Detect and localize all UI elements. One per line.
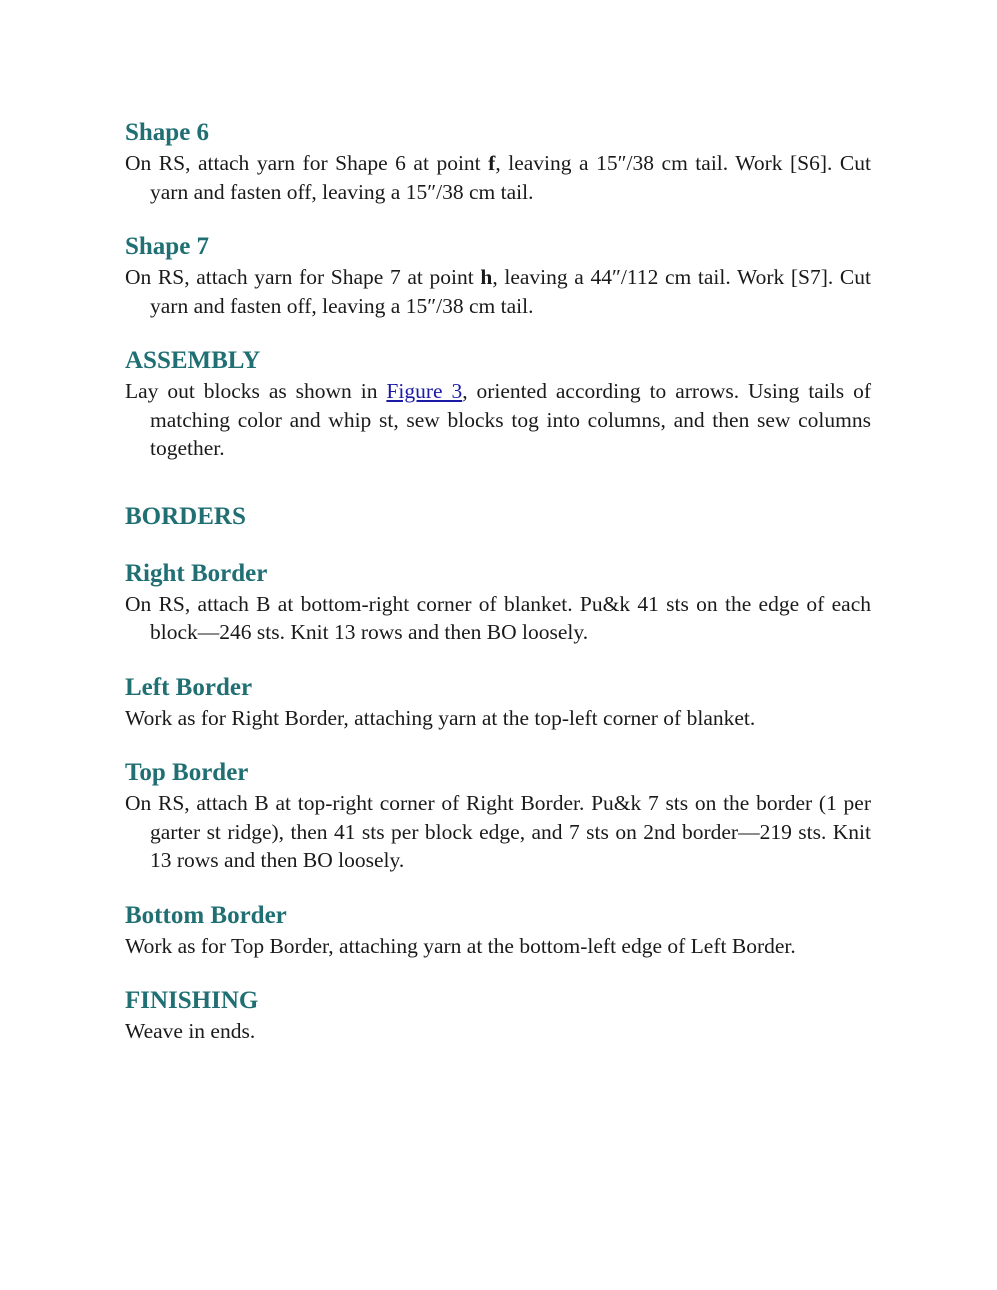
right-border-heading: Right Border (125, 559, 268, 587)
bottom-border-paragraph: Work as for Top Border, attaching yarn at the bottom-left edge of Left Border. (125, 933, 796, 958)
figure-3-link[interactable]: Figure 3 (386, 379, 463, 403)
shape-6-paragraph (125, 149, 871, 206)
assembly-paragraph (125, 377, 871, 463)
shape-7-text-start: On RS, attach yarn for Shape 7 at point (125, 265, 481, 289)
left-border-paragraph: Work as for Right Border, attaching yarn at the top-left corner of blanket. (125, 705, 756, 730)
left-border-heading: Left Border (125, 673, 253, 701)
assembly-heading: ASSEMBLY (125, 347, 261, 374)
shape-6-text-start: On RS, attach yarn for Shape 6 at point (125, 151, 489, 175)
assembly-text-end: , oriented according to arrows. Using tails of matching color and whip st, sew blocks tog into columns, and then sew columns together. (150, 379, 871, 460)
document-page (125, 117, 871, 1046)
shape-7-point: h (480, 265, 493, 289)
assembly-text-start: Lay out blocks as shown in (125, 379, 387, 403)
top-border-paragraph: On RS, attach B at top-right corner of Right Border. Pu&k 7 sts on the border (1 per garter st ridge), then 41 sts per block edge, and 7 sts on 2nd border—219 sts. Knit 13 rows and then BO loosely. (125, 791, 871, 872)
shape-7-text-end: , leaving a 44″/112 cm tail. Work [S7]. Cut yarn and fasten off, leaving a 15″/38 cm tail. (150, 265, 871, 318)
bottom-border-heading: Bottom Border (125, 901, 287, 929)
right-border-paragraph: On RS, attach B at bottom-right corner of blanket. Pu&k 41 sts on the edge of each block—246 sts. Knit 13 rows and then BO loosely. (125, 591, 871, 644)
finishing-heading: FINISHING (125, 987, 259, 1014)
shape-7-paragraph (125, 263, 871, 320)
top-border-heading: Top Border (125, 759, 249, 786)
shape-6-point: f (488, 151, 496, 175)
finishing-paragraph: Weave in ends. (125, 1019, 256, 1043)
borders-heading: BORDERS (125, 502, 246, 530)
shape-6-heading: Shape 6 (125, 119, 210, 146)
shape-6-text-end: , leaving a 15″/38 cm tail. Work [S6]. Cut yarn and fasten off, leaving a 15″/38 cm tail. (150, 151, 871, 204)
shape-7-heading: Shape 7 (125, 233, 210, 260)
